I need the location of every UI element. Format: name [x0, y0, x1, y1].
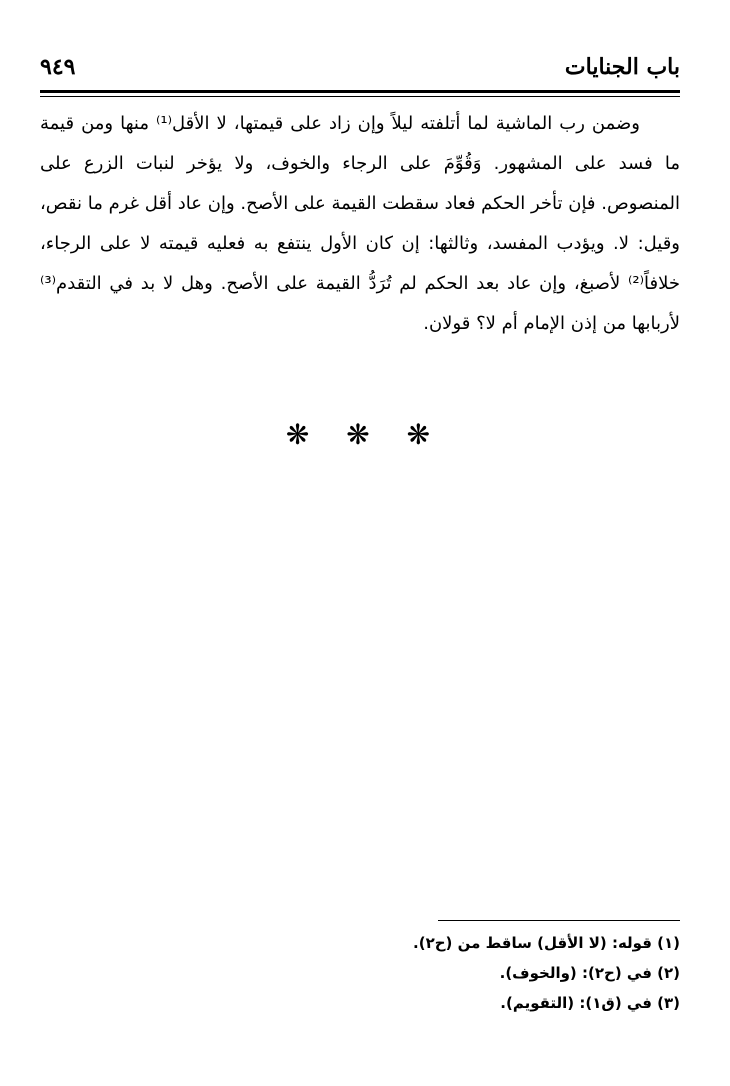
footnote-2: (٢) في (ح٢): (والخوف).: [499, 964, 680, 982]
page-number: ٩٤٩: [40, 54, 76, 80]
section-separator: ❋ ❋ ❋: [285, 418, 445, 451]
running-header: [40, 50, 680, 90]
header-rule-thin: [40, 96, 680, 97]
chapter-title: باب الجنايات: [564, 54, 680, 80]
body-paragraph: وضمن رب الماشية لما أتلفته ليلاً وإن زاد على قيمتها، لا الأقل⁽¹⁾ منها ومن قيمة ما فسد على المشهور. وَقُوِّمَ على الرجاء والخوف، ولا يؤخر لنبات الزرع على المنصوص. فإن تأخر الحكم فعاد سقطت القيمة على الأصح. وإن عاد أقل غرم ما نقص، وقيل: لا. ويؤدب المفسد، وثالثها: إن كان الأول ينتفع به فعليه قيمته لا على الرجاء، خلافاً⁽²⁾ لأصبغ، وإن عاد بعد الحكم لم تُرَدُّ القيمة على الأصح. وهل لا بد في التقدم⁽³⁾ لأربابها من إذن الإمام أم لا؟ قولان.: [40, 113, 680, 334]
footnote-1: (١) قوله: (لا الأقل) ساقط من (ح٢).: [413, 934, 680, 952]
footnote-3: (٣) في (ق١): (التقويم).: [500, 994, 680, 1012]
footnote-rule: [438, 920, 680, 921]
main-text: [40, 104, 680, 344]
header-rule-thick: [40, 90, 680, 93]
footnotes: [280, 928, 680, 1018]
